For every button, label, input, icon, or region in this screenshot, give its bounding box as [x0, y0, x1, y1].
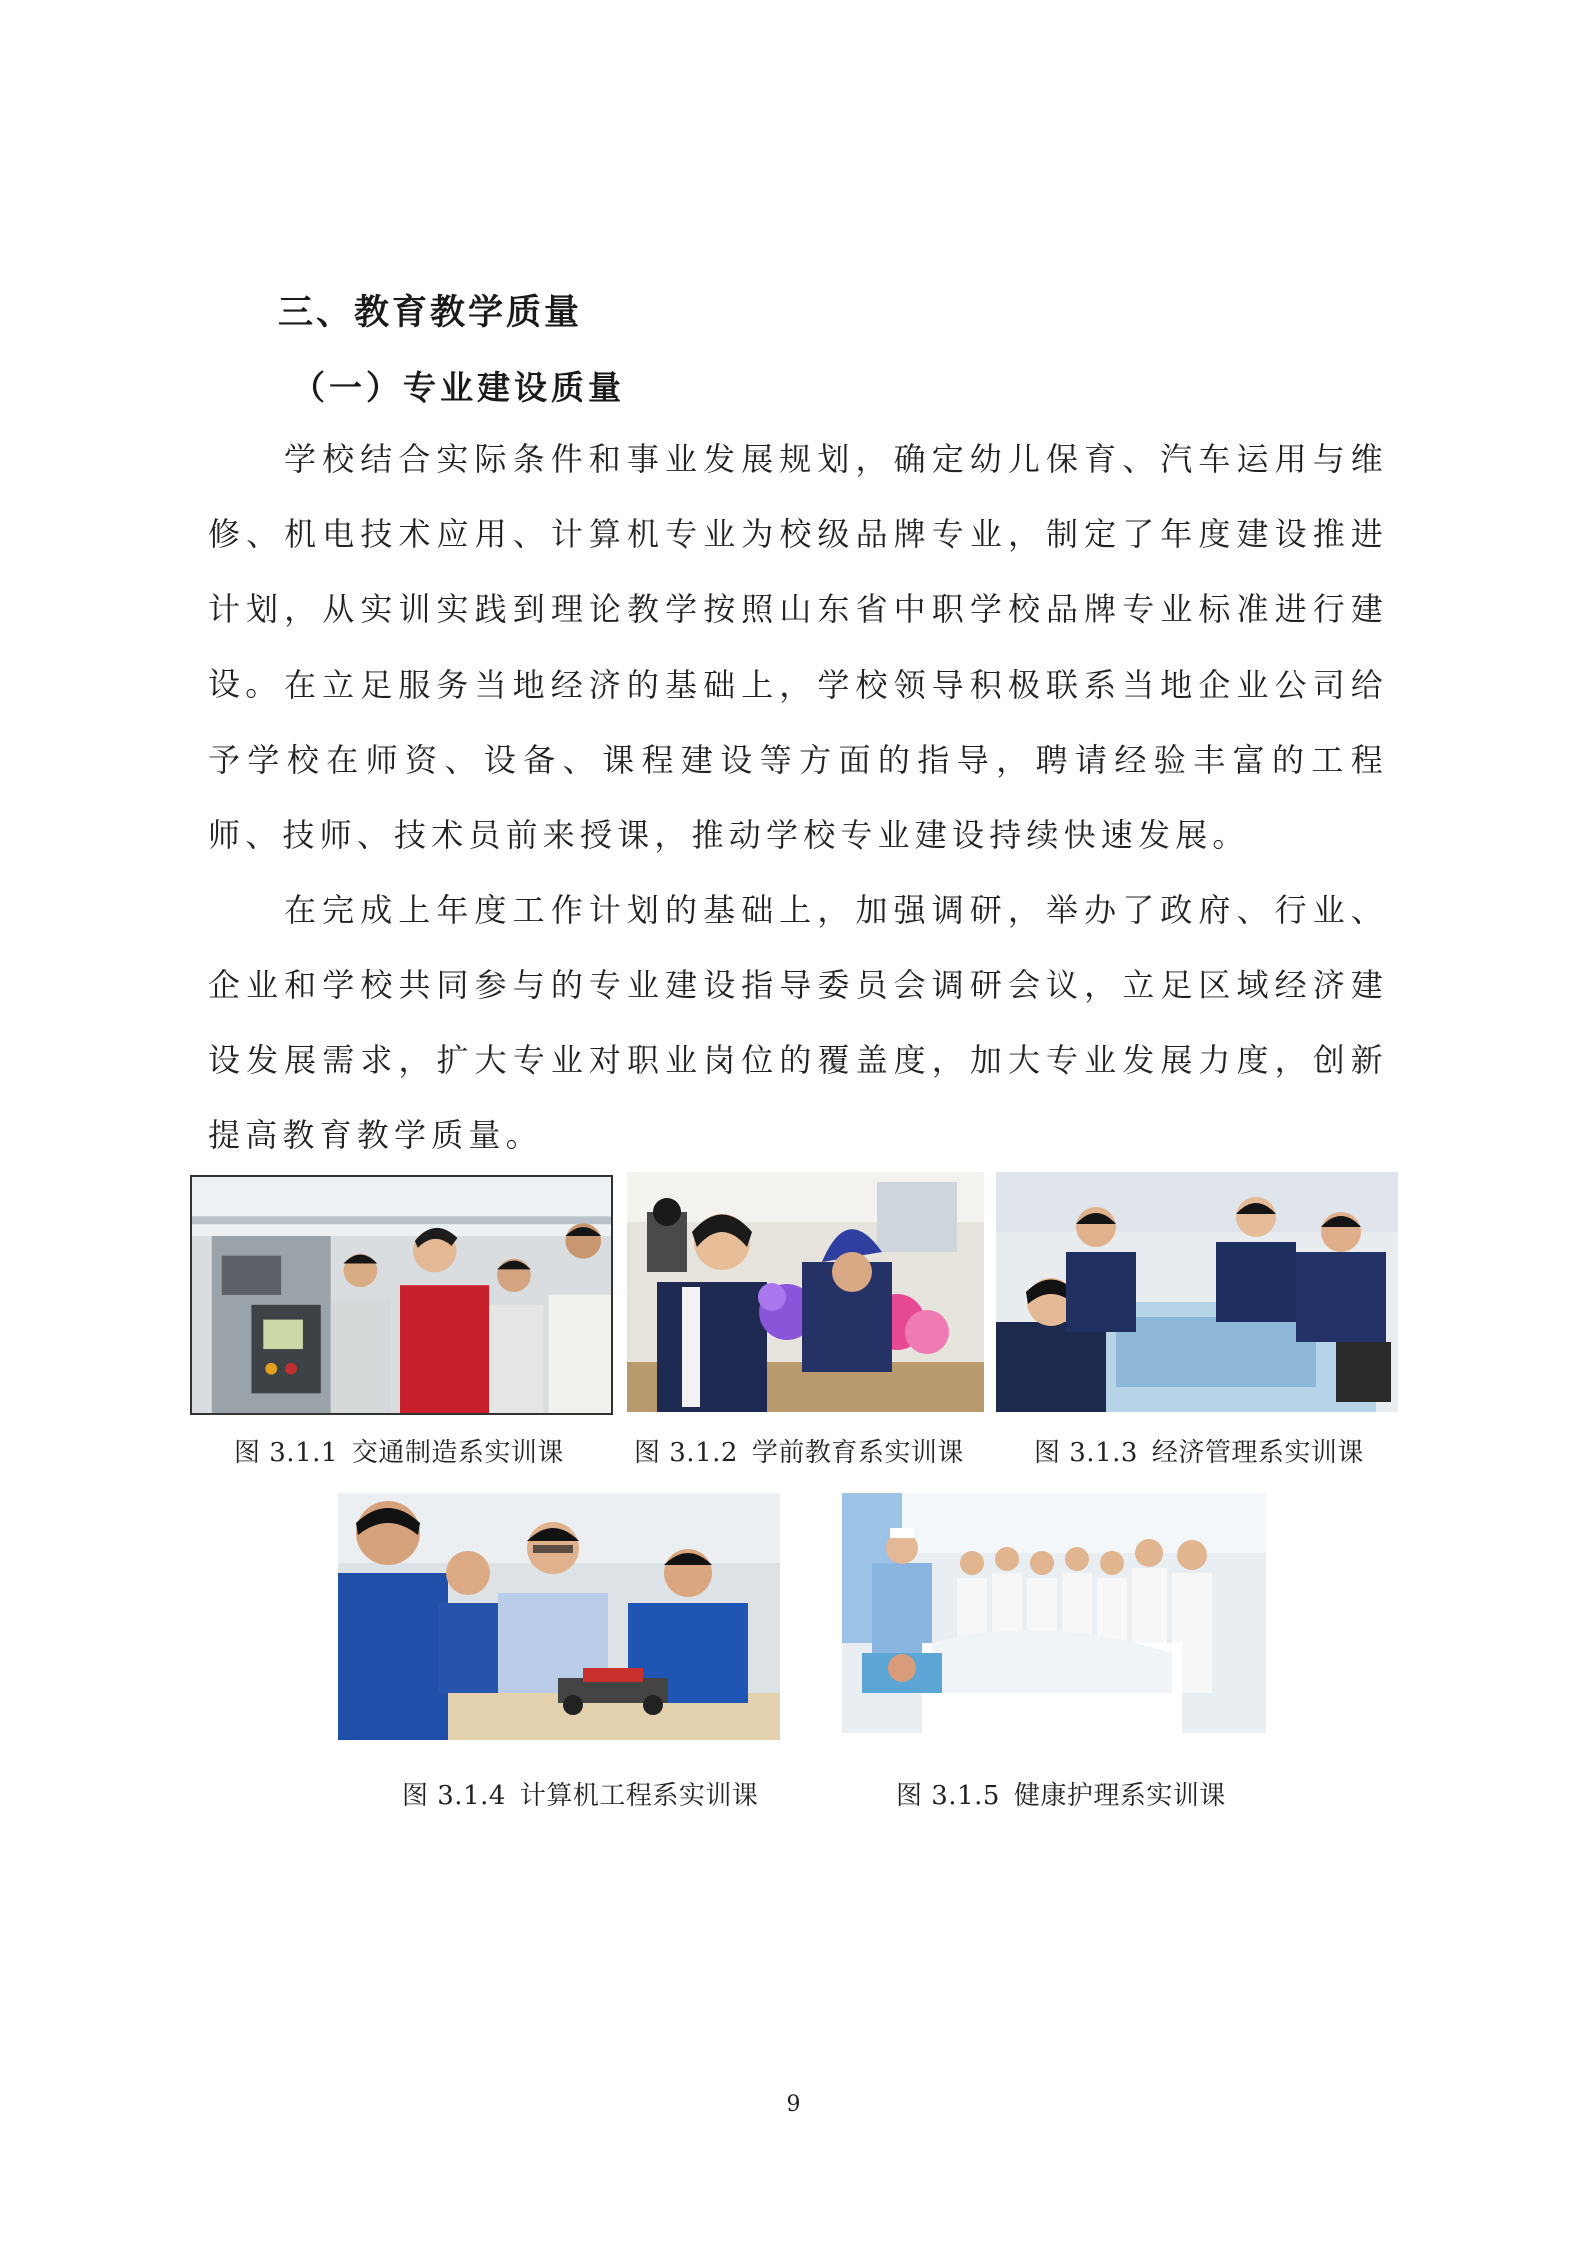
figure-caption-5 — [896, 1775, 1226, 1812]
figure-title: 交通制造系实训课 — [351, 1438, 564, 1468]
photo-preschool-crafts — [627, 1172, 984, 1412]
figure-title: 经济管理系实训课 — [1151, 1438, 1364, 1468]
photo-computer-training — [338, 1493, 780, 1740]
subsection-heading: （一）专业建设质量 — [292, 368, 625, 407]
page-number: 9 — [786, 2092, 801, 2117]
figure-caption-1 — [234, 1432, 564, 1469]
figure-caption-4 — [402, 1775, 758, 1812]
photo-cnc-training — [190, 1175, 613, 1415]
paragraph-text: 学校结合实际条件和事业发展规划，确定幼儿保育、汽车运用与维修、机电技术应用、计算机专业为校级品牌专业，制定了年度建设推进计划，从实训实践到理论教学按照山东省中职学校品牌专业标准进行建设。 — [208, 440, 1388, 703]
paragraph-text: 在完成上年度工作计划的基础上，加强调研，举办了政府、行业、企业和学校共同参与的专业建设指导委员会调研会议，立足区域经济建设发展需求，扩大专业对职业岗位的覆盖度，加大专业发展力度，创新提高教育教学质量。 — [208, 891, 1388, 1154]
figure-caption-3 — [1034, 1432, 1364, 1469]
figure-title: 计算机工程系实训课 — [519, 1781, 759, 1811]
section-heading: 三、教育教学质量 — [278, 293, 583, 333]
paragraph-2 — [208, 648, 1388, 873]
figure-number: 图 3.1.3 — [1034, 1438, 1138, 1468]
figure-caption-2 — [634, 1432, 964, 1469]
figure-title: 健康护理系实训课 — [1013, 1781, 1226, 1811]
photo-nursing-training — [842, 1493, 1266, 1733]
figure-number: 图 3.1.2 — [634, 1438, 738, 1468]
paragraph-text: 在立足服务当地经济的基础上，学校领导积极联系当地企业公司给予学校在师资、设备、课程建设等方面的指导，聘请经验丰富的工程师、技师、技术员前来授课，推动学校专业建设持续快速发展。 — [208, 666, 1388, 854]
photo-economics-training — [996, 1172, 1398, 1412]
figure-number: 图 3.1.1 — [234, 1438, 338, 1468]
paragraph-3 — [208, 873, 1388, 1173]
figure-number: 图 3.1.5 — [896, 1781, 1000, 1811]
figure-title: 学前教育系实训课 — [751, 1438, 964, 1468]
figure-number: 图 3.1.4 — [402, 1781, 506, 1811]
